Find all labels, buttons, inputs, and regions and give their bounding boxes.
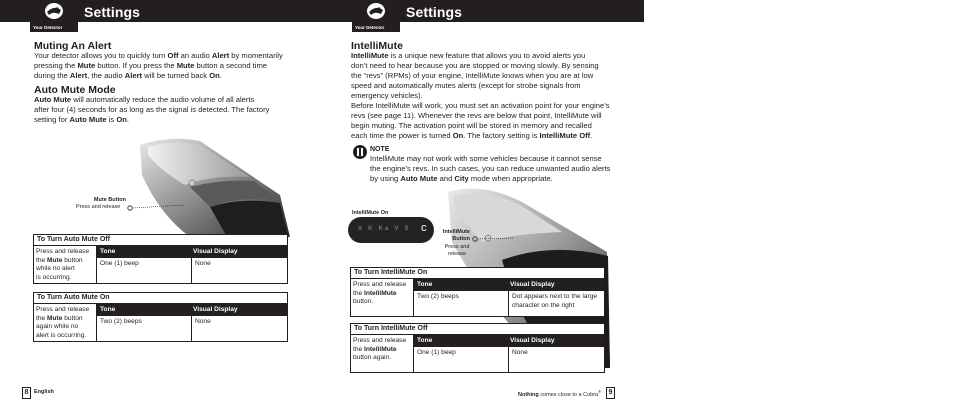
text-line: by using Auto Mute and City mode when appropriate.: [370, 174, 553, 183]
text-line: is occurring.: [36, 273, 72, 281]
text-line: setting for Auto Mute is On.: [34, 115, 129, 124]
text-line: Press and release: [36, 248, 90, 255]
text-line: the Mute button: [36, 256, 83, 264]
table-action: [353, 281, 406, 307]
note-text: [370, 154, 610, 184]
footer-tagline: Nothing comes close to a Cobra®: [518, 389, 602, 398]
cell-visual: None: [195, 260, 211, 267]
text-line: button.: [353, 298, 374, 305]
table-action: [36, 248, 89, 282]
intellimute-para-2: [351, 101, 610, 141]
page-number: 8: [22, 387, 31, 399]
intellimute-button-callout-sub: Press and release: [444, 244, 470, 257]
page-number: 9: [606, 387, 615, 399]
text-line: Auto Mute will automatically reduce the audio volume of all alerts: [34, 95, 255, 104]
section-tab-label: Your Detector: [33, 25, 63, 30]
text-line: after four (4) seconds for as long as the signal is detected. The factory: [34, 105, 270, 114]
cell-visual: Dot appears next to the large character on the right: [512, 293, 598, 309]
detector-display: [348, 217, 434, 243]
callout-leader-line: [127, 203, 187, 213]
table-header-row: [96, 304, 287, 316]
text-line: begin muting. The activation point will be stored in memory and recalled: [351, 121, 592, 130]
table-action: [353, 337, 406, 363]
cell-tone: One (1) beep: [417, 349, 456, 356]
text-line: speed and automatically mutes alerts (except for strobe signals from: [351, 81, 581, 90]
section-tab-label: Your Detector: [355, 25, 385, 30]
text-line: Press and release: [353, 281, 407, 288]
table-action: [36, 306, 89, 340]
text-line: revs (see page 11). Whenever the revs are below that point, IntelliMute will: [351, 111, 602, 120]
page-right: [322, 0, 644, 420]
text-line: don’t need to hear because you are stopped or moving slowly. By sensing: [351, 61, 599, 70]
page-left: [0, 0, 322, 420]
footer-language: English: [34, 389, 54, 395]
table-header-row: [413, 335, 604, 347]
cell-tone: Two (2) beeps: [100, 318, 142, 325]
cell-tone: Two (2) beeps: [417, 293, 459, 300]
page-title: Settings: [406, 4, 463, 20]
text-line: button again.: [353, 354, 392, 361]
table-header-row: [96, 246, 287, 258]
mute-button-callout-sub: Press and release: [76, 204, 121, 210]
auto-mute-text: [34, 95, 269, 125]
display-callout-label: IntelliMute On: [352, 210, 389, 216]
col-tone: Tone: [100, 306, 116, 313]
text-line: Press and release: [353, 337, 407, 344]
detector-icon: [362, 2, 390, 20]
table-intellimute-off: [350, 323, 605, 373]
text-line: Before IntelliMute will work, you must set an activation point for your engine’s: [351, 101, 610, 110]
intellimute-button-callout: IntelliMute Button: [442, 229, 470, 242]
note-label: NOTE: [370, 146, 390, 153]
text-line: while no alert: [36, 265, 75, 272]
display-city-char: C: [421, 224, 427, 233]
display-band-chars: X K Ka V S: [358, 226, 411, 232]
text-line: emergency vehicles).: [351, 91, 423, 100]
col-tone: Tone: [100, 248, 116, 255]
text-line: each time the power is turned On. The factory setting is IntelliMute Off.: [351, 131, 593, 140]
col-tone: Tone: [417, 281, 433, 288]
callout-leader-line: [472, 235, 516, 243]
text-line: the Mute button: [36, 314, 83, 322]
table-title: To Turn Auto Mute Off: [37, 236, 110, 243]
cell-visual: None: [512, 349, 528, 356]
muting-alert-text: [34, 51, 283, 81]
page-header: [0, 0, 322, 30]
text-line: IntelliMute is a unique new feature that allows you to avoid alerts you: [351, 51, 586, 60]
text-line: Your detector allows you to quickly turn Off an audio Alert by momentarily: [34, 51, 283, 60]
table-title: To Turn Auto Mute On: [37, 294, 110, 301]
intellimute-para-1: [351, 51, 599, 101]
cell-visual: None: [195, 318, 211, 325]
text-line: IntelliMute may not work with some vehicles because it cannot sense: [370, 154, 602, 163]
cell-tone: One (1) beep: [100, 260, 139, 267]
col-tone: Tone: [417, 337, 433, 344]
text-line: alert is occurring.: [36, 331, 87, 339]
table-title: To Turn IntelliMute Off: [354, 325, 428, 332]
table-auto-mute-off: [33, 234, 288, 284]
muting-alert-heading: Muting An Alert: [34, 40, 112, 52]
text-line: again while no: [36, 323, 79, 330]
text-line: pressing the Mute button. If you press the Mute button a second time: [34, 61, 268, 70]
table-auto-mute-on: [33, 292, 288, 342]
detector-icon: [40, 2, 68, 20]
mute-button-callout: Mute Button: [93, 197, 126, 203]
intellimute-heading: IntelliMute: [351, 40, 403, 52]
col-visual-display: Visual Display: [193, 248, 238, 255]
text-line: the IntelliMute: [353, 345, 397, 353]
radar-detector-image: [130, 135, 290, 237]
auto-mute-heading: Auto Mute Mode: [34, 84, 116, 96]
col-visual-display: Visual Display: [510, 281, 555, 288]
text-line: the engine’s revs. In such cases, you can reduce unwanted audio alerts: [370, 164, 611, 173]
text-line: the “revs” (RPMs) of your engine, IntelliMute knows when you are at low: [351, 71, 594, 80]
table-title: To Turn IntelliMute On: [354, 269, 428, 276]
page-header: [322, 0, 644, 30]
table-intellimute-on: [350, 267, 605, 317]
note-icon: [352, 144, 368, 160]
text-line: the IntelliMute: [353, 289, 397, 297]
col-visual-display: Visual Display: [510, 337, 555, 344]
col-visual-display: Visual Display: [193, 306, 238, 313]
table-header-row: [413, 279, 604, 291]
page-title: Settings: [84, 4, 141, 20]
text-line: during the Alert, the audio Alert will be turned back On.: [34, 71, 222, 80]
text-line: Press and release: [36, 306, 90, 313]
